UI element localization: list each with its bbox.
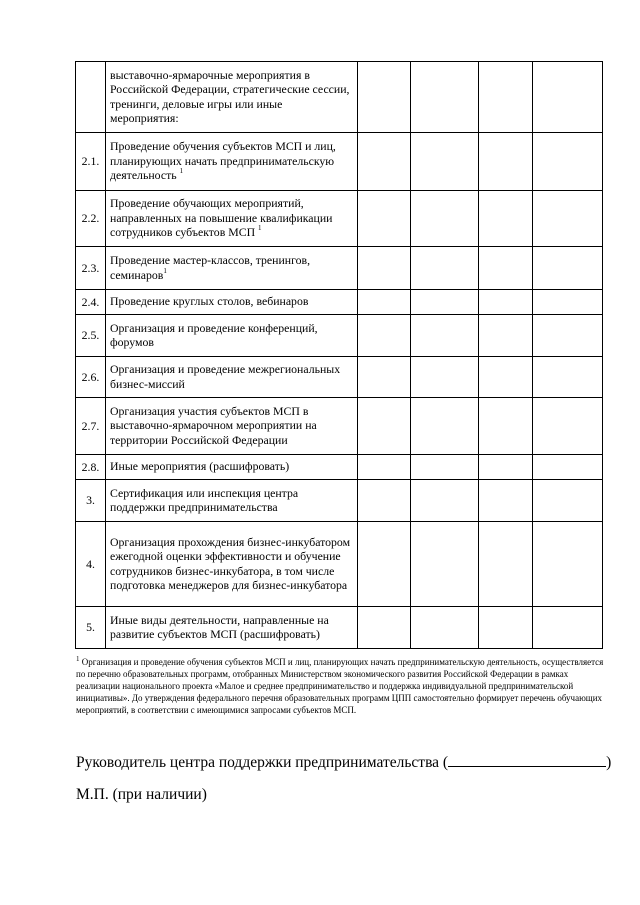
- table-row: [76, 522, 603, 607]
- table-row: [76, 455, 603, 480]
- signature-close: ): [606, 754, 612, 771]
- empty-cell: [358, 191, 411, 247]
- row-number: 2.8.: [76, 455, 106, 480]
- row-number: 3.: [76, 480, 106, 522]
- signature-label: Руководитель центра поддержки предпринимательства (: [76, 754, 449, 771]
- empty-cell: [411, 398, 479, 455]
- empty-cell: [479, 133, 533, 191]
- empty-cell: [411, 191, 479, 247]
- empty-cell: [479, 607, 533, 649]
- empty-cell: [533, 357, 603, 398]
- empty-cell: [479, 62, 533, 133]
- footnote-marker: 1: [76, 655, 80, 663]
- table-row: [76, 315, 603, 357]
- empty-cell: [533, 480, 603, 522]
- empty-cell: [479, 455, 533, 480]
- empty-cell: [411, 480, 479, 522]
- empty-cell: [358, 455, 411, 480]
- row-description: Иные виды деятельности, направленные на развитие субъектов МСП (расшифровать): [106, 607, 358, 649]
- empty-cell: [411, 522, 479, 607]
- empty-cell: [533, 247, 603, 290]
- table-row: [76, 607, 603, 649]
- seal-label: М.П. (при наличии): [76, 786, 207, 803]
- table-row: [76, 480, 603, 522]
- table-row: [76, 357, 603, 398]
- row-description: Сертификация или инспекция центра поддержки предпринимательства: [106, 480, 358, 522]
- empty-cell: [358, 290, 411, 315]
- empty-cell: [479, 480, 533, 522]
- empty-cell: [358, 607, 411, 649]
- footnote: [76, 656, 611, 716]
- footnote-ref: 1: [258, 224, 262, 233]
- empty-cell: [533, 607, 603, 649]
- empty-cell: [533, 133, 603, 191]
- empty-cell: [358, 398, 411, 455]
- footnote-text: Организация и проведение обучения субъектов МСП и лиц, планирующих начать предпринимательскую деятельность, осуществляется по перечню образовательных программ, отобранных Министерством экономического развития Российской Федерации в рамках реализации национального проекта «Малое и среднее предпринимательство и поддержка индивидуальной предпринимательской инициативы». До утверждения федерального перечня образовательных программ ЦПП самостоятельно формирует перечень обучающих мероприятий, в соответствии с имеющимися запросами субъектов МСП.: [76, 657, 604, 715]
- row-number: 2.7.: [76, 398, 106, 455]
- row-description: Организация участия субъектов МСП в выставочно-ярмарочном мероприятии на территории Российской Федерации: [106, 398, 358, 455]
- row-description: Иные мероприятия (расшифровать): [106, 455, 358, 480]
- signature-blank[interactable]: [448, 751, 606, 767]
- empty-cell: [411, 607, 479, 649]
- empty-cell: [533, 398, 603, 455]
- empty-cell: [479, 357, 533, 398]
- table-row: [76, 247, 603, 290]
- empty-cell: [358, 133, 411, 191]
- row-description: Проведение круглых столов, вебинаров: [106, 290, 358, 315]
- row-number: 2.3.: [76, 247, 106, 290]
- empty-cell: [411, 357, 479, 398]
- row-number: 2.1.: [76, 133, 106, 191]
- row-number: 4.: [76, 522, 106, 607]
- empty-cell: [411, 290, 479, 315]
- empty-cell: [411, 315, 479, 357]
- empty-cell: [479, 247, 533, 290]
- empty-cell: [411, 133, 479, 191]
- row-description: Организация и проведение межрегиональных бизнес-миссий: [106, 357, 358, 398]
- row-number: 2.6.: [76, 357, 106, 398]
- empty-cell: [358, 62, 411, 133]
- empty-cell: [533, 315, 603, 357]
- empty-cell: [533, 455, 603, 480]
- empty-cell: [479, 522, 533, 607]
- empty-cell: [533, 522, 603, 607]
- empty-cell: [479, 191, 533, 247]
- footnote-ref: 1: [163, 266, 167, 275]
- row-description: выставочно-ярмарочные мероприятия в Российской Федерации, стратегические сессии, тренинги, деловые игры или иные мероприятия:: [106, 62, 358, 133]
- empty-cell: [479, 290, 533, 315]
- row-description: Организация прохождения бизнес-инкубатором ежегодной оценки эффективности и обучение сотрудников бизнес-инкубатора, в том числе подготовка менеджеров для бизнес-инкубатора: [106, 522, 358, 607]
- empty-cell: [358, 522, 411, 607]
- table-row: [76, 398, 603, 455]
- row-number: 2.4.: [76, 290, 106, 315]
- empty-cell: [533, 290, 603, 315]
- row-description: Проведение обучающих мероприятий, направленных на повышение квалификации сотрудников субъектов МСП $^1$: [106, 191, 358, 247]
- table-row: [76, 191, 603, 247]
- empty-cell: [411, 247, 479, 290]
- empty-cell: [411, 455, 479, 480]
- row-description: Проведение мастер-классов, тренингов, семинаров$^1$: [106, 247, 358, 290]
- activity-table: [75, 61, 603, 649]
- row-number: 5.: [76, 607, 106, 649]
- row-number: [76, 62, 106, 133]
- empty-cell: [479, 315, 533, 357]
- empty-cell: [533, 191, 603, 247]
- empty-cell: [358, 315, 411, 357]
- table-row: [76, 62, 603, 133]
- empty-cell: [358, 357, 411, 398]
- table-row: [76, 290, 603, 315]
- row-description: Организация и проведение конференций, форумов: [106, 315, 358, 357]
- empty-cell: [479, 398, 533, 455]
- row-description: Проведение обучения субъектов МСП и лиц, планирующих начать предпринимательскую деятельность $^1$: [106, 133, 358, 191]
- empty-cell: [358, 480, 411, 522]
- table-row: [76, 133, 603, 191]
- row-number: 2.5.: [76, 315, 106, 357]
- signature-line: [76, 751, 616, 772]
- empty-cell: [533, 62, 603, 133]
- empty-cell: [358, 247, 411, 290]
- footnote-ref: 1: [179, 167, 184, 176]
- empty-cell: [411, 62, 479, 133]
- row-number: 2.2.: [76, 191, 106, 247]
